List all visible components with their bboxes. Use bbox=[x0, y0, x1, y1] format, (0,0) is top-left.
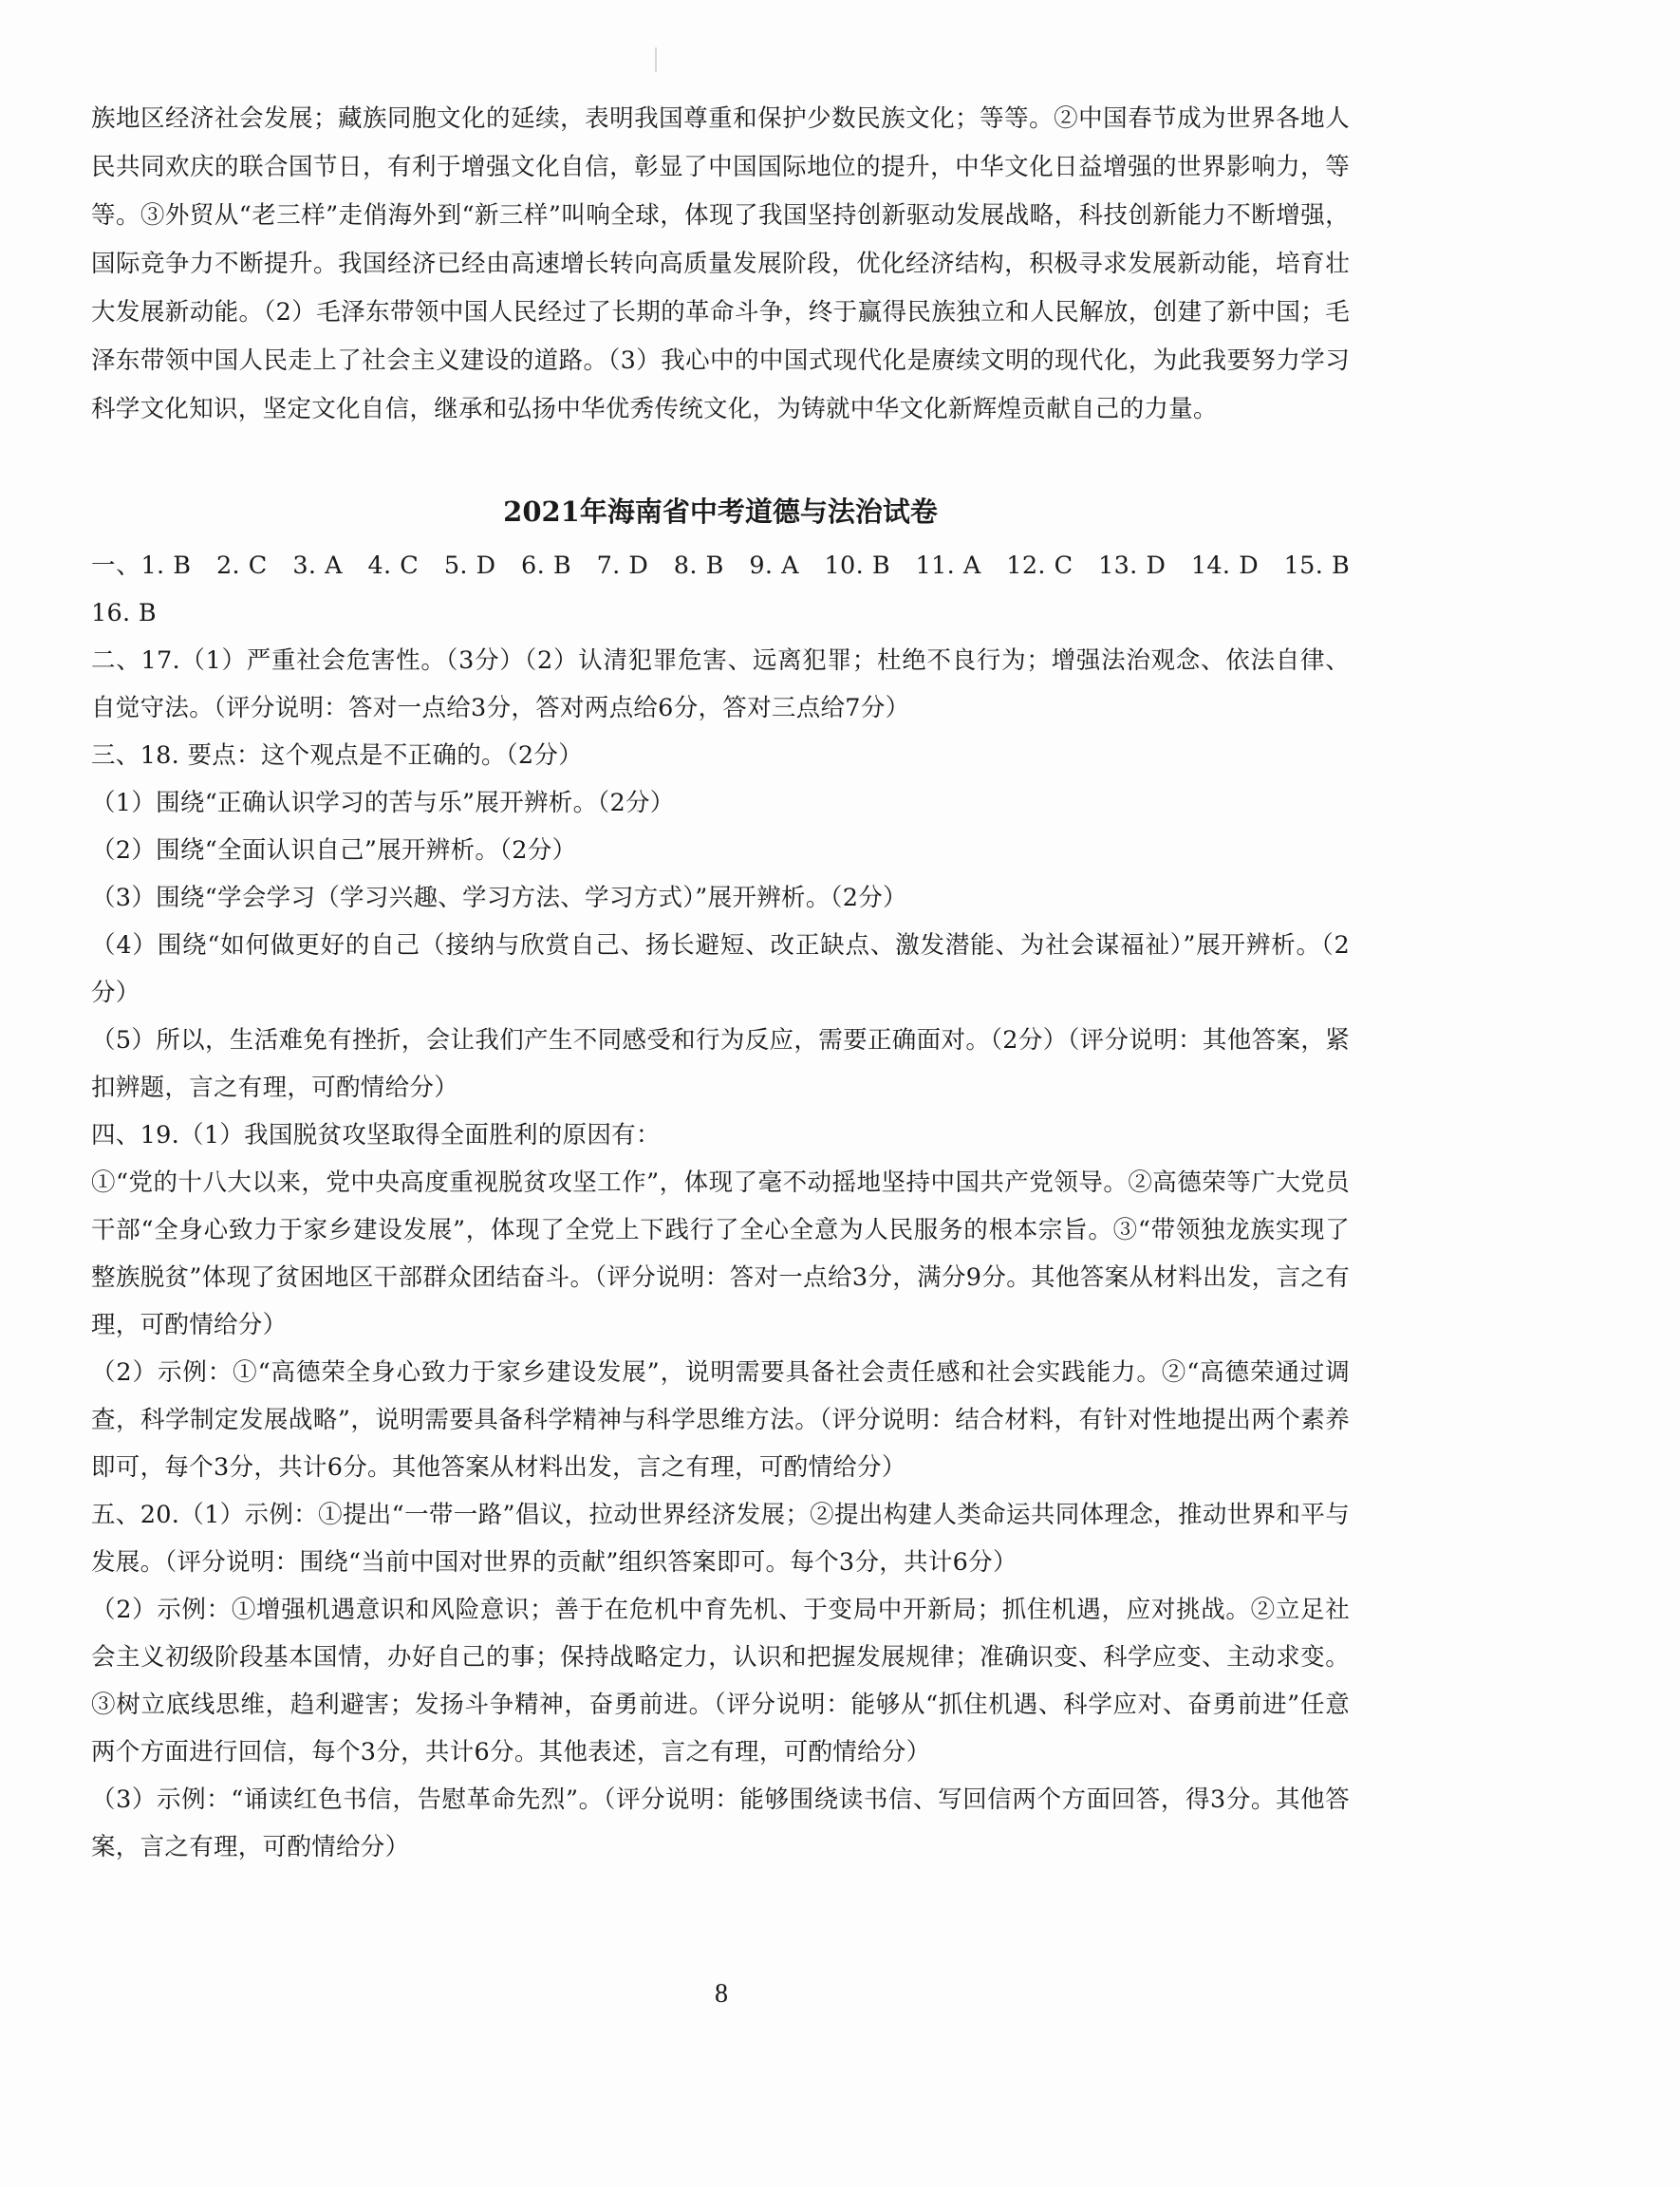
section1-answers: 一、1. B 2. C 3. A 4. C 5. D 6. B 7. D 8. B 9. A 10. B 11. A 12. C 13. D 14. D 15. B 16. B bbox=[91, 551, 1374, 627]
section4-paragraph-2: （2）示例：①“高德荣全身心致力于家乡建设发展”，说明需要具备社会责任感和社会实践能力。②“高德荣通过调查，科学制定发展战略”，说明需要具备科学精神与科学思维方法。（评分说明：结合材料，有针对性地提出两个素养即可，每个3分，共计6分。其他答案从材料出发，言之有理，可酌情给分） bbox=[91, 1358, 1350, 1482]
section3-item-2: （2）围绕“全面认识自己”展开辨析。（2分） bbox=[91, 836, 577, 865]
exam-title: 2021年海南省中考道德与法治试卷 bbox=[503, 495, 938, 528]
intro-paragraph: 族地区经济社会发展；藏族同胞文化的延续，表明我国尊重和保护少数民族文化；等等。②中国春节成为世界各地人民共同欢庆的联合国节日，有利于增强文化自信，彰显了中国国际地位的提升，中华文化日益增强的世界影响力，等等。③外贸从“老三样”走俏海外到“新三样”叫响全球，体现了我国坚持创新驱动发展战略，科技创新能力不断增强，国际竞争力不断提升。我国经济已经由高速增长转向高质量发展阶段，优化经济结构，积极寻求发展新动能，培育壮大发展新动能。（2）毛泽东带领中国人民经过了长期的革命斗争，终于赢得民族独立和人民解放，创建了新中国；毛泽东带领中国人民走上了社会主义建设的道路。（3）我心中的中国式现代化是赓续文明的现代化，为此我要努力学习科学文化知识，坚定文化自信，继承和弘扬中华优秀传统文化，为铸就中华文化新辉煌贡献自己的力量。 bbox=[91, 104, 1350, 423]
section3-intro: 三、18. 要点：这个观点是不正确的。（2分） bbox=[91, 741, 584, 770]
section5-paragraph-1: 五、20.（1）示例：①提出“一带一路”倡议，拉动世界经济发展；②提出构建人类命运共同体理念，推动世界和平与发展。（评分说明：围绕“当前中国对世界的贡献”组织答案即可。每个3分，共计6分） bbox=[91, 1501, 1350, 1577]
section3-item-3: （3）围绕“学会学习（学习兴趣、学习方法、学习方式）”展开辨析。（2分） bbox=[91, 884, 907, 912]
section3-item-1: （1）围绕“正确认识学习的苦与乐”展开辨析。（2分） bbox=[91, 789, 675, 817]
section4-intro: 四、19.（1）我国脱贫攻坚取得全面胜利的原因有： bbox=[91, 1121, 661, 1150]
section4-paragraph-1: ①“党的十八大以来，党中央高度重视脱贫攻坚工作”，体现了毫不动摇地坚持中国共产党领导。②高德荣等广大党员干部“全身心致力于家乡建设发展”，体现了全党上下践行了全心全意为人民服务的根本宗旨。③“带领独龙族实现了整族脱贫”体现了贫困地区干部群众团结奋斗。（评分说明：答对一点给3分，满分9分。其他答案从材料出发，言之有理，可酌情给分） bbox=[91, 1168, 1350, 1339]
section3-item-5: （5）所以，生活难免有挫折，会让我们产生不同感受和行为反应，需要正确面对。（2分）（评分说明：其他答案，紧扣辨题，言之有理，可酌情给分） bbox=[91, 1026, 1350, 1102]
section2-answer: 二、17.（1）严重社会危害性。（3分）（2）认清犯罪危害、远离犯罪；杜绝不良行为；增强法治观念、依法自律、自觉守法。（评分说明：答对一点给3分，答对两点给6分，答对三点给7分） bbox=[91, 646, 1350, 722]
section5-paragraph-2: （2）示例：①增强机遇意识和风险意识；善于在危机中育先机、于变局中开新局；抓住机遇，应对挑战。②立足社会主义初级阶段基本国情，办好自己的事；保持战略定力，认识和把握发展规律；准确识变、科学应变、主动求变。③树立底线思维，趋利避害；发扬斗争精神，奋勇前进。（评分说明：能够从“抓住机遇、科学应对、奋勇前进”任意两个方面进行回信，每个3分，共计6分。其他表述，言之有理，可酌情给分） bbox=[91, 1596, 1350, 1766]
scan-mark-top bbox=[655, 47, 657, 72]
page-content bbox=[91, 95, 1374, 1871]
page-number: 8 bbox=[715, 1979, 728, 2009]
section3-item-4: （4）围绕“如何做更好的自己（接纳与欣赏自己、扬长避短、改正缺点、激发潜能、为社会谋福祉）”展开辨析。（2分） bbox=[91, 931, 1350, 1007]
section5-paragraph-3: （3）示例：“诵读红色书信，告慰革命先烈”。（评分说明：能够围绕读书信、写回信两个方面回答，得3分。其他答案，言之有理，可酌情给分） bbox=[91, 1785, 1350, 1861]
